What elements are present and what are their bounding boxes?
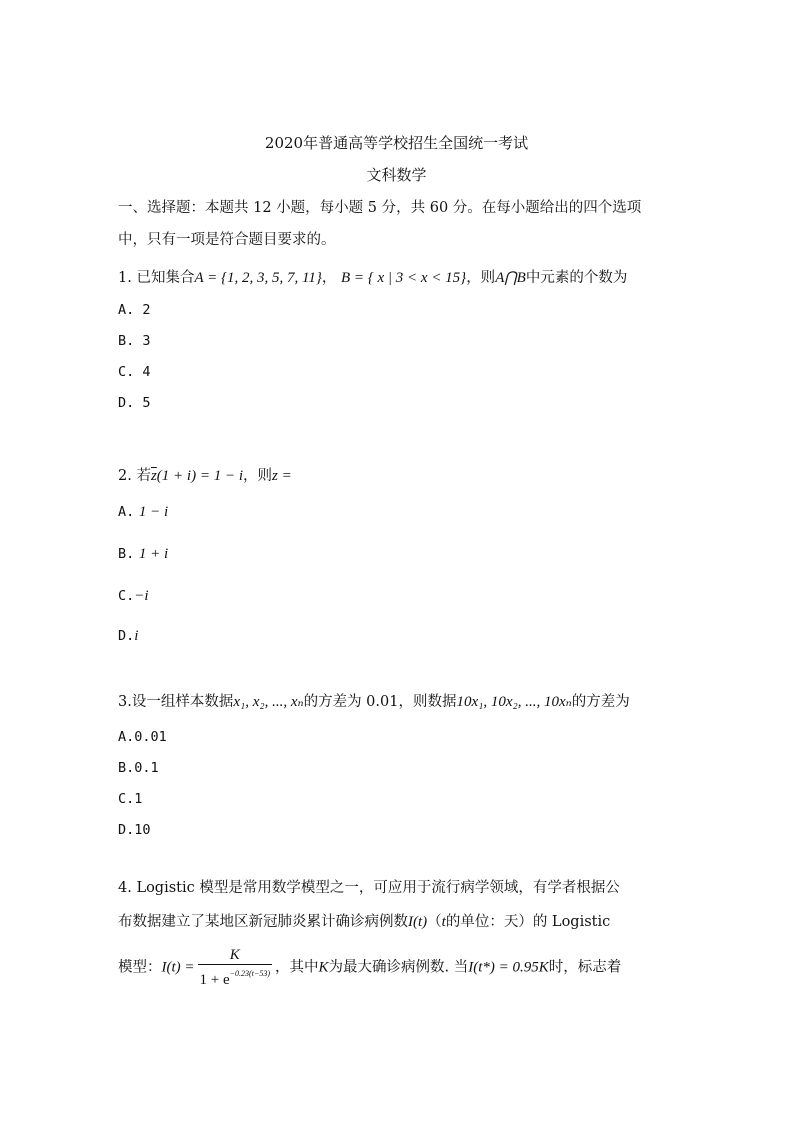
option-c (118, 791, 142, 807)
option-text: 0.1 (134, 760, 159, 776)
question-text: 布数据建立了某地区新冠肺炎累计确诊病例数 (118, 914, 408, 930)
question-number: 2. (118, 468, 132, 484)
math-variable: t (441, 914, 446, 930)
option-a (118, 729, 167, 745)
question-2 (118, 464, 292, 485)
fraction-denominator-base: 1 + e (199, 972, 230, 988)
math-condition: I(t*) = 0.95K (468, 959, 549, 976)
option-label: C. (118, 791, 135, 807)
punctuation: （ (427, 914, 442, 930)
question-text: 已知集合 (136, 270, 195, 286)
page-subtitle: 文科数学 (366, 166, 427, 184)
option-label: C. (118, 364, 135, 380)
fraction-numerator: K (198, 946, 272, 965)
math-function: I(t) (408, 914, 428, 930)
option-d (118, 628, 138, 645)
question-text: ，则 (243, 468, 272, 484)
question-4-line-3 (118, 946, 621, 989)
math-lhs: I(t) = (161, 959, 195, 976)
question-text: ，其中 (275, 959, 319, 976)
question-text: 的方差为 0.01，则数据 (303, 694, 457, 710)
option-label: D. (118, 822, 135, 838)
question-number: 3. (118, 694, 132, 710)
question-text: 的方差为 (571, 694, 630, 710)
option-a (118, 302, 151, 318)
option-label: B. (118, 333, 135, 349)
math-variable: K (318, 959, 329, 976)
question-1 (118, 266, 627, 287)
option-text: −i (134, 588, 149, 604)
option-label: D. (118, 628, 135, 644)
option-label: C. (118, 588, 135, 604)
page-title: 2020年普通高等学校招生全国统一考试 (264, 134, 529, 152)
option-label: B. (118, 760, 135, 776)
question-3 (118, 690, 630, 711)
option-label: A. (118, 302, 135, 318)
math-data-2: 10x₁, 10x₂, ..., 10xₙ (456, 694, 572, 710)
fraction-exponent: −0.23(t−53) (229, 969, 271, 978)
option-d (118, 822, 151, 838)
question-text: 的单位：天）的 Logistic (445, 914, 611, 930)
option-text: 4 (142, 364, 151, 380)
question-text: 时，标志着 (548, 959, 622, 976)
section-instructions-line-2: 中，只有一项是符合题目要求的。 (118, 232, 336, 248)
question-text: 中元素的个数为 (525, 270, 628, 286)
option-label: D. (118, 395, 135, 411)
option-label: A. (118, 504, 135, 520)
section-instructions-line-1: 一、选择题：本题共 12 小题，每小题 5 分，共 60 分。在每小题给出的四个选项 (118, 200, 642, 216)
question-4-line-2 (118, 910, 610, 931)
option-text: 0.01 (134, 729, 167, 745)
option-text: 10 (134, 822, 151, 838)
question-text: 设一组样本数据 (131, 694, 234, 710)
option-label: B. (118, 546, 135, 562)
math-set-b: B = { x | 3 < x < 15} (340, 270, 467, 286)
question-text: 若 (136, 468, 151, 484)
punctuation: ， (321, 270, 337, 286)
option-text: 3 (142, 333, 151, 349)
math-fraction (198, 946, 272, 989)
option-text: 1 − i (138, 504, 169, 520)
question-text: 模型： (118, 959, 162, 976)
option-b (118, 546, 168, 563)
fraction-denominator (198, 965, 272, 989)
option-text: 1 + i (138, 546, 169, 562)
option-b (118, 333, 151, 349)
math-intersection: A⋂B (495, 270, 526, 286)
math-conjugate-z: $\overline{z}$ (150, 468, 157, 484)
option-a (118, 504, 168, 521)
question-number: 1. (118, 270, 132, 286)
option-text: 5 (142, 395, 151, 411)
question-text: 为最大确诊病例数. 当 (328, 959, 469, 976)
option-b (118, 760, 159, 776)
option-c (118, 364, 151, 380)
math-equation: (1 + i) = 1 − i (156, 468, 243, 484)
math-z: z = (272, 468, 292, 484)
option-c (118, 588, 149, 605)
option-text: i (134, 628, 139, 644)
math-set-a: A = {1, 2, 3, 5, 7, 11} (194, 270, 322, 286)
option-text: 2 (142, 302, 151, 318)
question-text: ，则 (466, 270, 496, 286)
option-text: 1 (134, 791, 143, 807)
option-d (118, 395, 151, 411)
math-data-1: x₁, x₂, ..., xₙ (233, 694, 304, 710)
question-4-line-1: 4. Logistic 模型是常用数学模型之一，可应用于流行病学领域，有学者根据公 (118, 880, 620, 896)
option-label: A. (118, 729, 135, 745)
